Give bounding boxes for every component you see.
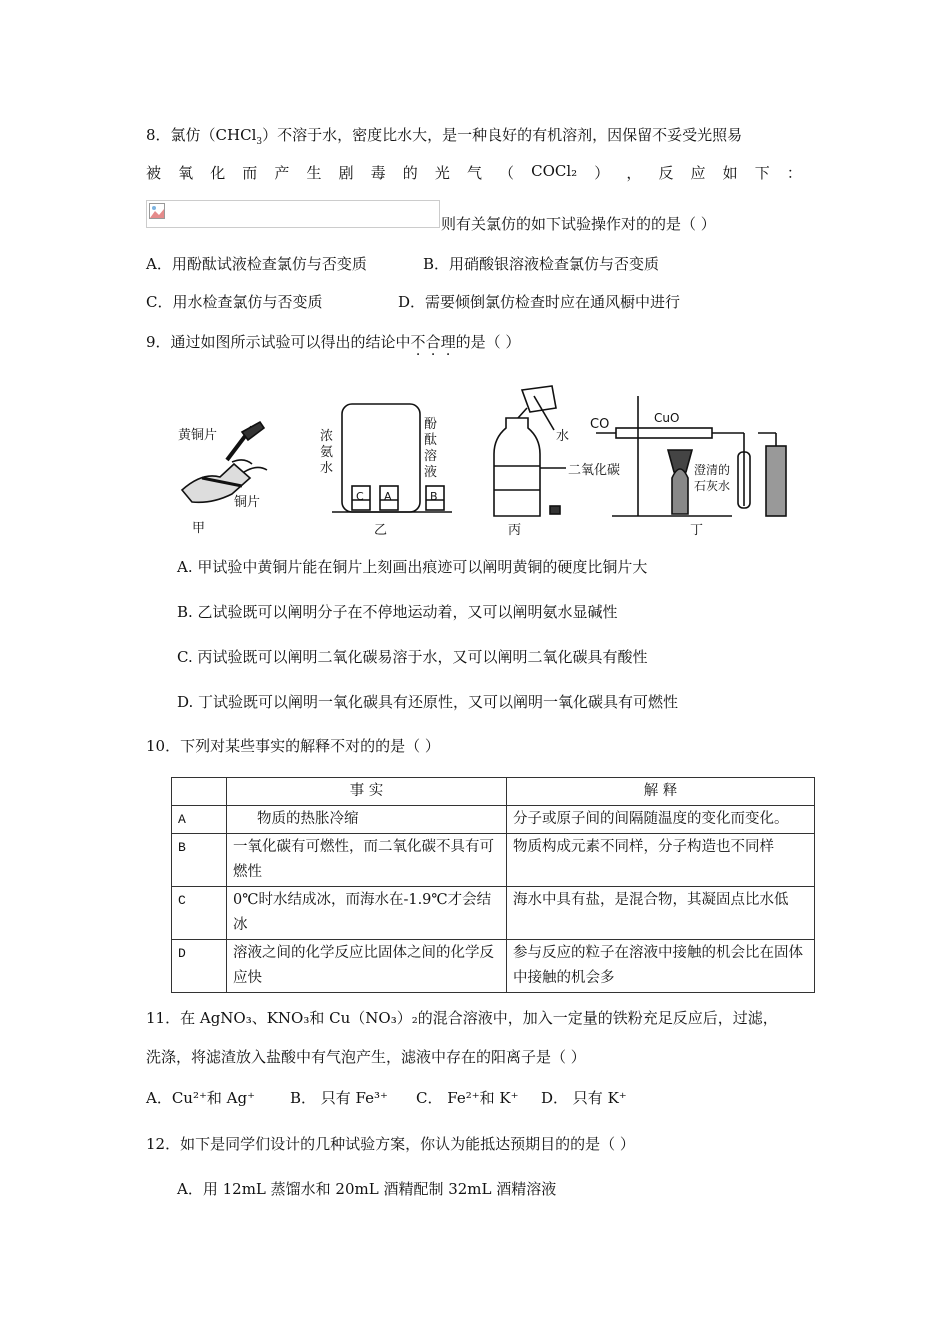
- label-ding: 丁: [690, 523, 704, 538]
- table-row: [172, 887, 815, 940]
- q8-line2-char: 而: [242, 164, 258, 182]
- q11-option-c: C． Fe²⁺和 K⁺: [416, 1089, 519, 1107]
- q8-line2-char: （: [499, 164, 515, 182]
- q8-line2-char: 的: [402, 164, 418, 182]
- experiment-bing: [494, 386, 566, 516]
- table-header-row: [172, 778, 815, 806]
- q8-line2-char: 被: [146, 164, 162, 182]
- row-label: A: [172, 806, 227, 834]
- q8-line2-char: 化: [210, 164, 226, 182]
- row-explain: 物质构成元素不同样，分子构造也不同样: [507, 834, 815, 887]
- q8-option-d: D．需要倾倒氯仿检查时应在通风橱中进行: [398, 293, 681, 311]
- q11-option-d: D． 只有 K⁺: [541, 1089, 627, 1107]
- q8-line2-char: 下: [754, 164, 770, 182]
- q8-line2-char: 光: [434, 164, 450, 182]
- q8-line2-char: 产: [274, 164, 290, 182]
- q8-line2-char: 应: [690, 164, 706, 182]
- header-fact: 事 实: [227, 778, 507, 806]
- q8-option-a: A．用酚酞试液检查氯仿与否变质: [146, 255, 367, 273]
- q8-line2-char: 气: [466, 164, 482, 182]
- label-ye: 液: [424, 465, 438, 480]
- label-yi: 乙: [374, 523, 388, 538]
- q10-stem: 10．下列对某些事实的解释不对的的是（ ）: [146, 737, 440, 755]
- beaker-b-label: B: [430, 490, 438, 503]
- row-label: D: [172, 940, 227, 993]
- q8-line2: [146, 162, 802, 183]
- label-tai: 酞: [424, 433, 438, 448]
- q8-line2-char: 如: [722, 164, 738, 182]
- beaker-c-label: C: [356, 490, 364, 503]
- row-label: C: [172, 887, 227, 940]
- label-shui2: 水: [556, 429, 570, 444]
- label-shui1: 水: [320, 461, 334, 476]
- row-explain: 海水中具有盐，是混合物，其凝固点比水低: [507, 887, 815, 940]
- q10-table: [171, 777, 815, 993]
- q8-line2-char: ）: [594, 164, 610, 182]
- label-co: CO: [590, 417, 610, 432]
- q8-stem-end: 则有关氯仿的如下试验操作对的的是（ ）: [441, 215, 716, 233]
- q11-line1: 11．在 AgNO₃、KNO₃和 Cu（NO₃）₂的混合溶液中，加入一定量的铁粉充足反应后，过滤，: [146, 1009, 778, 1027]
- q12-option-a: A．用 12mL 蒸馏水和 20mL 酒精配制 32mL 酒精溶液: [177, 1180, 557, 1198]
- q9-option-c: C. 丙试验既可以阐明二氧化碳易溶于水，又可以阐明二氧化碳具有酸性: [177, 648, 648, 666]
- table-row: [172, 806, 815, 834]
- q12-stem: 12．如下是同学们设计的几种试验方案，你认为能抵达预期目的的是（ ）: [146, 1135, 635, 1153]
- q9-option-a: A. 甲试验中黄铜片能在铜片上刻画出痕迹可以阐明黄铜的硬度比铜片大: [177, 558, 648, 576]
- experiment-figure: [172, 382, 812, 544]
- label-nong: 浓: [320, 429, 334, 444]
- label-co2: 二氧化碳: [568, 463, 621, 478]
- q8-option-c: C．用水检查氯仿与否变质: [146, 293, 323, 311]
- q8-line2-char: 毒: [370, 164, 386, 182]
- label-bing: 丙: [508, 523, 522, 538]
- q8-option-b: B．用硝酸银溶液检查氯仿与否变质: [423, 255, 660, 273]
- label-shihuishui: 石灰水: [694, 479, 731, 493]
- header-explain: 解 释: [507, 778, 815, 806]
- label-fen: 酚: [424, 417, 438, 432]
- table-row: [172, 834, 815, 887]
- reaction-equation-image: [146, 200, 440, 228]
- row-fact: 溶液之间的化学反应比固体之间的化学反应快: [227, 940, 507, 993]
- beaker-a-label: A: [384, 490, 392, 503]
- q8-line2-char: ：: [786, 164, 802, 182]
- q11-option-b: B． 只有 Fe³⁺: [290, 1089, 388, 1107]
- label-cuo: CuO: [654, 411, 680, 425]
- row-fact: 物质的热胀冷缩: [227, 806, 507, 834]
- q8-line1: 8．氯仿（CHCl$_3$）不溶于水，密度比水大，是一种良好的有机溶剂，因保留不妥受光照易: [146, 126, 743, 147]
- row-explain: 参与反应的粒子在溶液中接触的机会比在固体中接触的机会多: [507, 940, 815, 993]
- row-fact: 0℃时水结成冰，而海水在-1.9℃才会结冰: [227, 887, 507, 940]
- q8-line2-char: 氧: [178, 164, 194, 182]
- table-row: [172, 940, 815, 993]
- q8-line2-char: ，: [626, 164, 642, 182]
- row-fact: 一氧化碳有可燃性，而二氧化碳不具有可燃性: [227, 834, 507, 887]
- label-an: 氨: [320, 445, 334, 460]
- q8-line2-char: COCl₂: [531, 162, 578, 180]
- label-rong: 溶: [424, 449, 438, 464]
- q11-option-a: A．Cu²⁺和 Ag⁺: [146, 1089, 256, 1107]
- q8-line2-char: 反: [658, 164, 674, 182]
- broken-image-icon: [149, 203, 165, 219]
- label-jia: 甲: [192, 521, 206, 536]
- label-huangtongpian: 黄铜片: [178, 428, 218, 443]
- q9-option-b: B. 乙试验既可以阐明分子在不停地运动着，又可以阐明氨水显碱性: [177, 603, 618, 621]
- q9-option-d: D. 丁试验既可以阐明一氧化碳具有还原性，又可以阐明一氧化碳具有可燃性: [177, 693, 679, 711]
- q9-stem: 9．通过如图所示试验可以得出的结论中不合理的是（ ）: [146, 333, 521, 351]
- q11-line2: 洗涤，将滤渣放入盐酸中有气泡产生，滤液中存在的阳离子是（ ）: [146, 1048, 586, 1066]
- row-label: B: [172, 834, 227, 887]
- q8-line2-char: 生: [306, 164, 322, 182]
- row-explain: 分子或原子间的间隔随温度的变化而变化。: [507, 806, 815, 834]
- q8-line2-char: 剧: [338, 164, 354, 182]
- label-tongpian: 铜片: [234, 495, 261, 510]
- experiment-ding: [596, 396, 786, 516]
- label-chengqing: 澄清的: [694, 463, 731, 477]
